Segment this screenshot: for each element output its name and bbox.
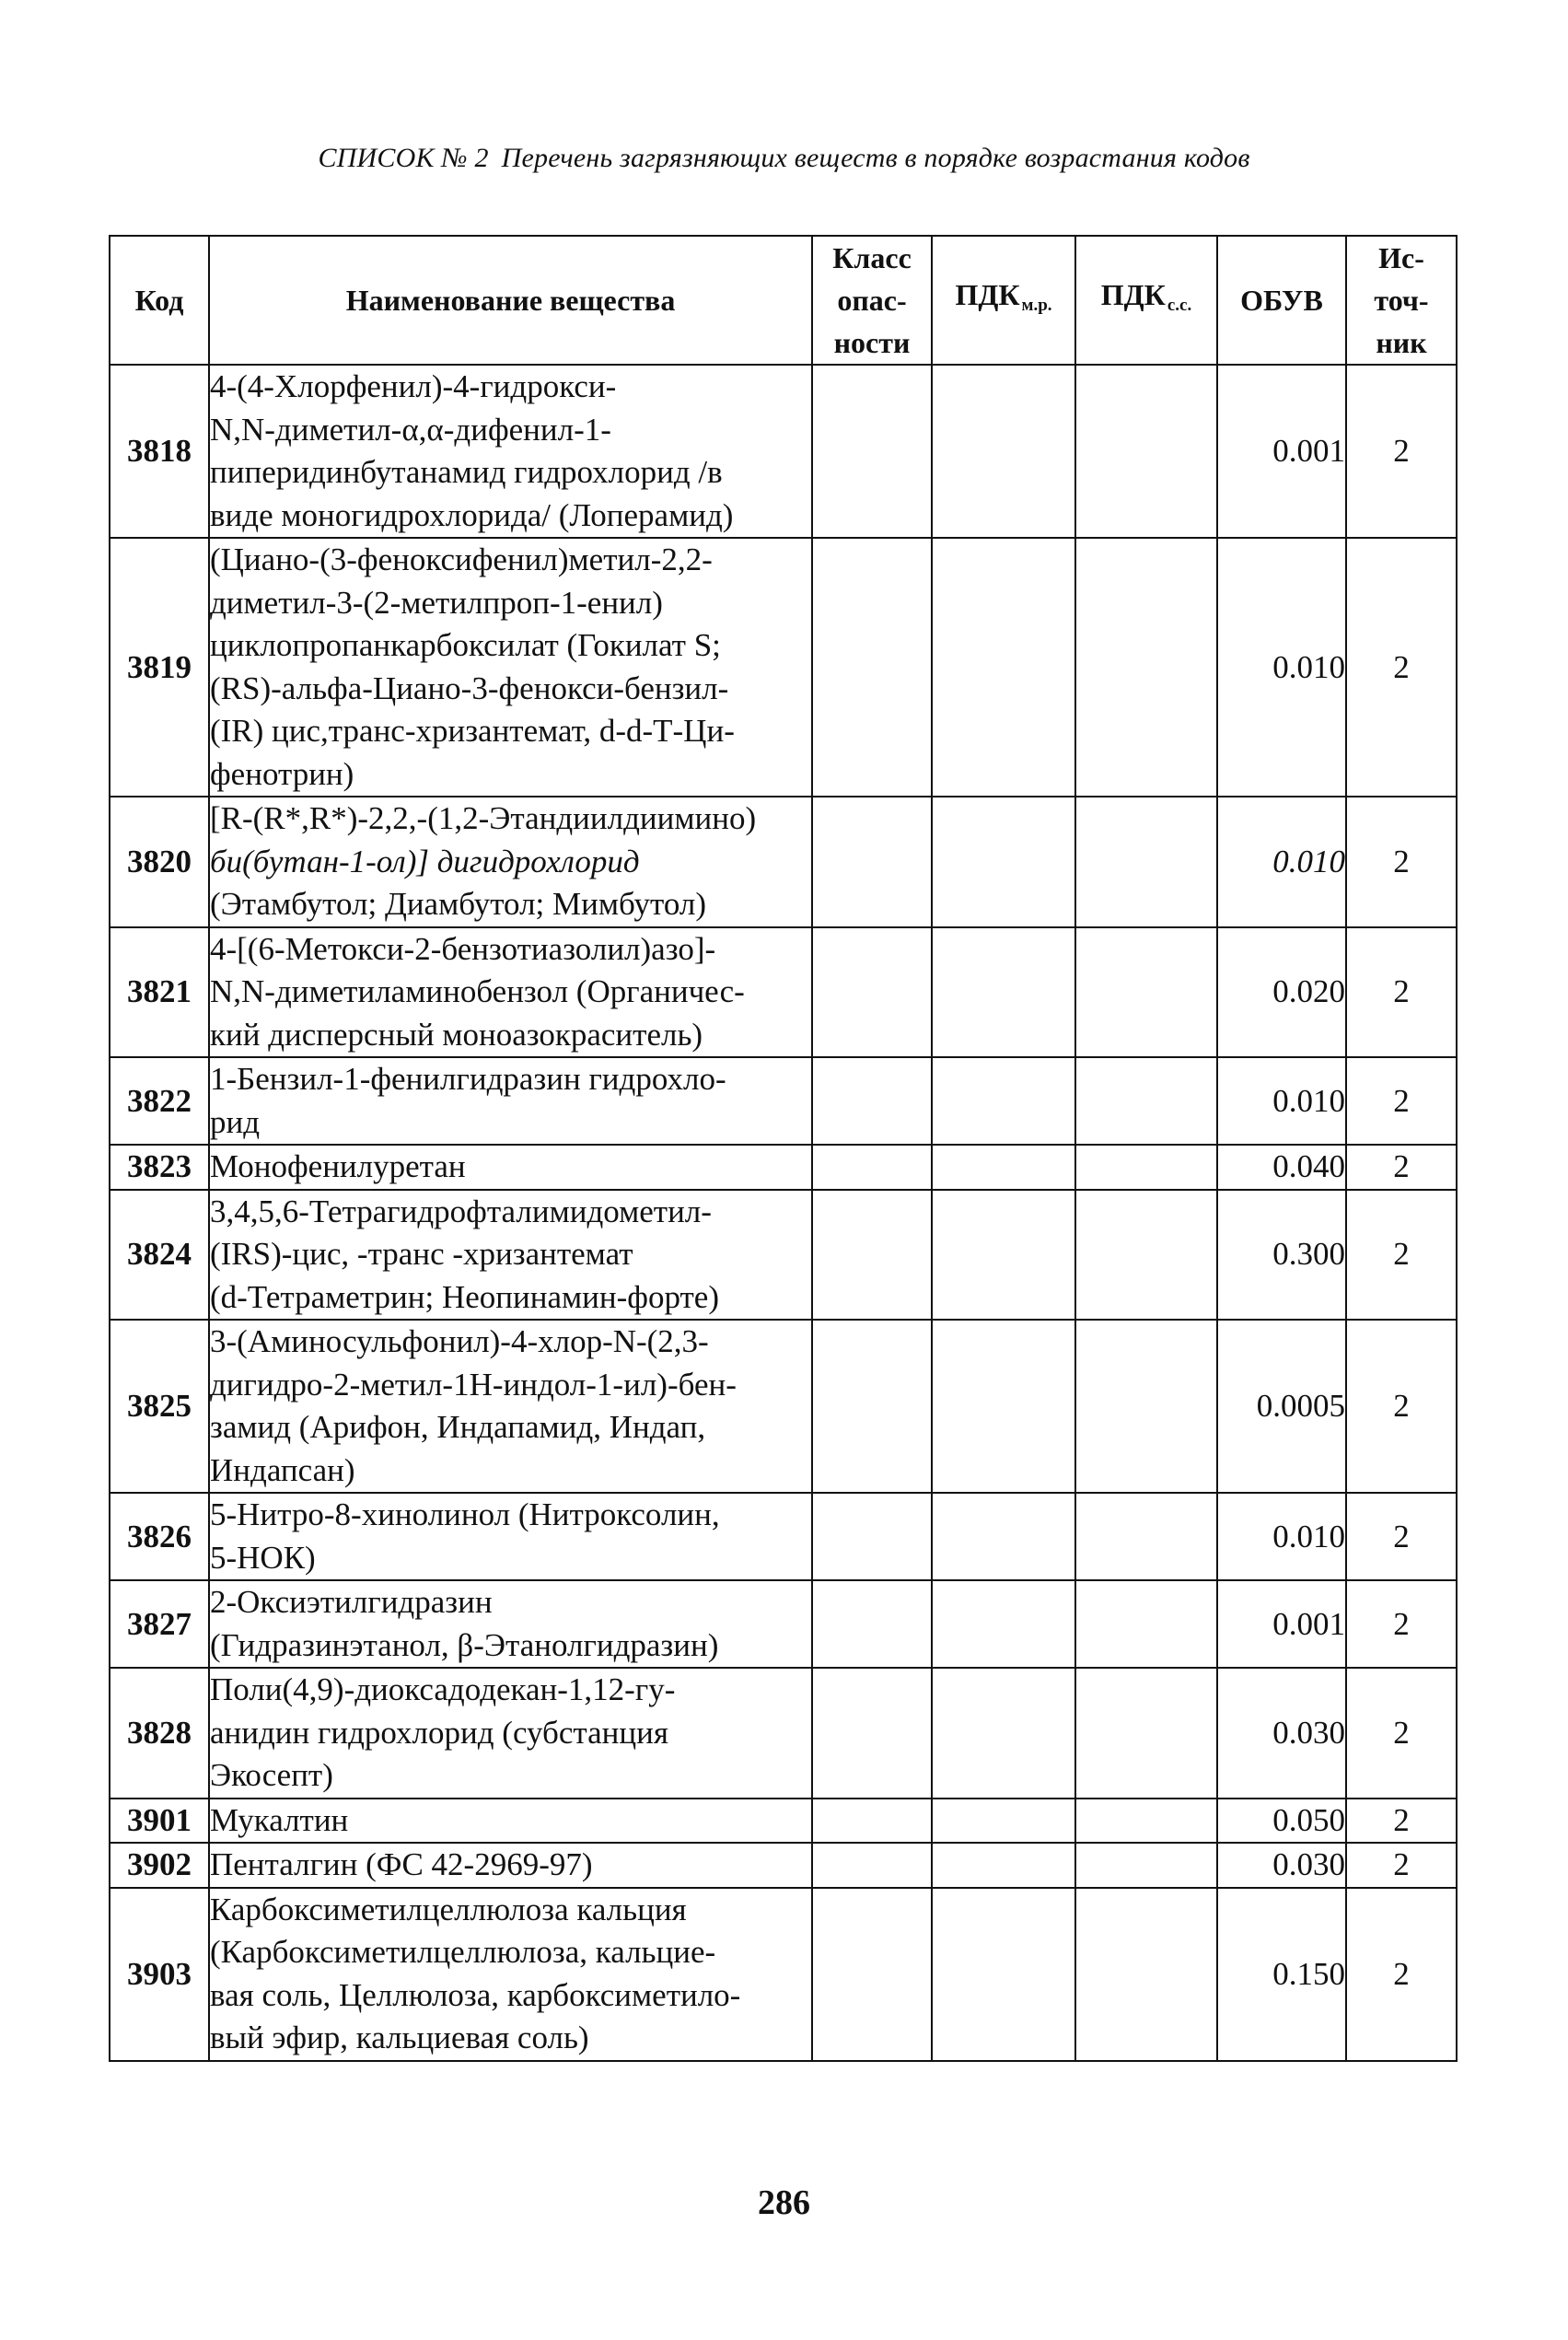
substance-code: 3822: [110, 1057, 209, 1145]
table-row: [110, 1057, 1457, 1145]
obuv-cell: 0.010: [1217, 538, 1346, 797]
pdk-mr-cell: [932, 1580, 1075, 1668]
pdk-mr-cell: [932, 365, 1075, 538]
table-row: [110, 927, 1457, 1058]
pdk-ss-cell: [1075, 1190, 1217, 1321]
substance-code: 3819: [110, 538, 209, 797]
substance-name: [209, 1799, 812, 1844]
substance-name-line: 3-(Аминосульфонил)-4-хлор-N-(2,3-: [210, 1323, 709, 1359]
source-header-line: Ис-: [1378, 241, 1424, 274]
table-row: [110, 538, 1457, 797]
hazard-class-cell: [812, 1843, 932, 1888]
column-header-pdk-mr: [932, 236, 1075, 365]
table-row: [110, 1190, 1457, 1321]
hazard-class-cell: [812, 1057, 932, 1145]
column-header-obuv: ОБУВ: [1217, 236, 1346, 365]
source-cell: 2: [1346, 1668, 1457, 1799]
substance-name-line: 2-Оксиэтилгидразин: [210, 1584, 493, 1620]
column-header-hazard-class: [812, 236, 932, 365]
table-row: [110, 797, 1457, 927]
pdk-mr-cell: [932, 1843, 1075, 1888]
obuv-cell: 0.001: [1217, 365, 1346, 538]
hazard-class-cell: [812, 1799, 932, 1844]
substance-name-line: (RS)-альфа-Циано-3-фенокси-бензил-: [210, 669, 729, 706]
substance-code: 3820: [110, 797, 209, 927]
substance-name-line: Поли(4,9)-диоксадодекан-1,12-гу-: [210, 1671, 676, 1707]
pdk-mr-cell: [932, 797, 1075, 927]
table-row: [110, 1580, 1457, 1668]
substance-name: [209, 1320, 812, 1493]
obuv-cell: 0.040: [1217, 1145, 1346, 1190]
page-number: 286: [758, 2183, 810, 2222]
source-cell: 2: [1346, 1580, 1457, 1668]
substance-name-line: Пенталгин (ФС 42-2969-97): [210, 1846, 593, 1882]
substance-name-line: анидин гидрохлорид (субстанция: [210, 1714, 668, 1751]
source-header-line: точ-: [1374, 284, 1429, 317]
hazard-class-cell: [812, 538, 932, 797]
column-header-pdk-ss: [1075, 236, 1217, 365]
substance-name-line: (Карбоксиметилцеллюлоза, кальцие-: [210, 1934, 716, 1970]
substance-code: 3825: [110, 1320, 209, 1493]
column-header-code: Код: [110, 236, 209, 365]
source-cell: 2: [1346, 1320, 1457, 1493]
source-header-line: ник: [1376, 326, 1427, 359]
obuv-cell: 0.050: [1217, 1799, 1346, 1844]
pdk-ss-cell: [1075, 927, 1217, 1058]
table-row: [110, 1799, 1457, 1844]
substance-name: [209, 1888, 812, 2061]
substance-name: [209, 797, 812, 927]
table-row: [110, 1145, 1457, 1190]
substance-name: [209, 1843, 812, 1888]
pdk-ss-cell: [1075, 1799, 1217, 1844]
obuv-cell: 0.010: [1217, 1493, 1346, 1580]
table-row: [110, 365, 1457, 538]
pdk-mr-cell: [932, 1320, 1075, 1493]
substance-name-line: фенотрин): [210, 755, 354, 792]
pdk-mr-cell: [932, 1057, 1075, 1145]
pdk-ss-subscript: с.с.: [1167, 296, 1192, 315]
table-row: [110, 1668, 1457, 1799]
table-row: [110, 1843, 1457, 1888]
substance-code: 3821: [110, 927, 209, 1058]
hazard-class-cell: [812, 1493, 932, 1580]
source-cell: 2: [1346, 1057, 1457, 1145]
hazard-class-line: ности: [833, 326, 911, 359]
substance-name-line: Мукалтин: [210, 1801, 349, 1838]
substance-name-line: (Этамбутол; Диамбутол; Мимбутол): [210, 886, 706, 922]
substance-name-line: Карбоксиметилцеллюлоза кальция: [210, 1891, 687, 1927]
substance-code: 3827: [110, 1580, 209, 1668]
obuv-cell: 0.030: [1217, 1843, 1346, 1888]
list-title: Перечень загрязняющих веществ в порядке возрастания кодов: [501, 143, 1250, 173]
obuv-cell: 0.010: [1217, 797, 1346, 927]
pdk-ss-cell: [1075, 1493, 1217, 1580]
substance-name-line: (IRS)-цис, -транс -хризантемат: [210, 1236, 633, 1272]
substance-name-line: [R-(R*,R*)-2,2,-(1,2-Этандиилдиимино): [210, 800, 757, 836]
substance-name: [209, 927, 812, 1058]
substance-code: 3826: [110, 1493, 209, 1580]
substance-code: 3903: [110, 1888, 209, 2061]
hazard-class-cell: [812, 1320, 932, 1493]
table-row: [110, 1888, 1457, 2061]
source-cell: 2: [1346, 1888, 1457, 2061]
pdk-ss-cell: [1075, 1580, 1217, 1668]
substances-table: [109, 235, 1458, 2062]
substance-name-line: (d-Тетраметрин; Неопинамин-форте): [210, 1278, 719, 1315]
substance-name-line: вый эфир, кальциевая соль): [210, 2020, 589, 2055]
substance-name-line: Экосепт): [210, 1757, 333, 1793]
substance-name-line: рид: [210, 1103, 261, 1140]
obuv-cell: 0.010: [1217, 1057, 1346, 1145]
substance-name: [209, 1190, 812, 1321]
pdk-ss-cell: [1075, 797, 1217, 927]
substance-name-line: вая соль, Целлюлоза, карбоксиметило-: [210, 1976, 741, 2013]
obuv-cell: 0.020: [1217, 927, 1346, 1058]
substance-code: 3902: [110, 1843, 209, 1888]
substance-name-line: (Циано-(3-феноксифенил)метил-2,2-: [210, 541, 713, 577]
hazard-class-cell: [812, 1888, 932, 2061]
source-cell: 2: [1346, 1493, 1457, 1580]
substance-name-line: (Гидразинэтанол, β-Этанолгидразин): [210, 1626, 719, 1663]
list-label: СПИСОК № 2: [318, 143, 489, 173]
pdk-ss-cell: [1075, 1320, 1217, 1493]
source-cell: 2: [1346, 365, 1457, 538]
substance-name-line: замид (Арифон, Индапамид, Индап,: [210, 1409, 706, 1445]
pdk-mr-main: ПДК: [955, 278, 1020, 311]
substance-name-line: циклопропанкарбоксилат (Гокилат S;: [210, 627, 721, 663]
substance-name-line: 4-(4-Хлорфенил)-4-гидрокси-: [210, 368, 617, 404]
source-cell: 2: [1346, 1145, 1457, 1190]
pdk-ss-main: ПДК: [1100, 278, 1166, 311]
substance-code: 3823: [110, 1145, 209, 1190]
table-row: [110, 1493, 1457, 1580]
pdk-mr-cell: [932, 1190, 1075, 1321]
pdk-mr-cell: [932, 1799, 1075, 1844]
column-header-source: [1346, 236, 1457, 365]
source-cell: 2: [1346, 927, 1457, 1058]
pdk-mr-cell: [932, 1668, 1075, 1799]
pdk-ss-cell: [1075, 1668, 1217, 1799]
source-cell: 2: [1346, 1843, 1457, 1888]
obuv-cell: 0.300: [1217, 1190, 1346, 1321]
substance-name-line: 5-НОК): [210, 1539, 316, 1576]
hazard-class-cell: [812, 797, 932, 927]
table-row: [110, 1320, 1457, 1493]
substance-name: [209, 538, 812, 797]
substance-name-line: (IR) цис,транс-хризантемат, d-d-Т-Ци-: [210, 713, 735, 749]
substance-name-line: 5-Нитро-8-хинолинол (Нитроксолин,: [210, 1496, 720, 1532]
substance-name-line: Монофенилуретан: [210, 1148, 466, 1184]
substance-code: 3828: [110, 1668, 209, 1799]
hazard-class-cell: [812, 365, 932, 538]
substance-name: [209, 1580, 812, 1668]
pdk-ss-cell: [1075, 365, 1217, 538]
pdk-ss-cell: [1075, 538, 1217, 797]
hazard-class-line: Класс: [832, 241, 912, 274]
obuv-cell: 0.030: [1217, 1668, 1346, 1799]
pdk-mr-subscript: м.р.: [1021, 296, 1052, 315]
pdk-mr-cell: [932, 1888, 1075, 2061]
source-cell: 2: [1346, 1190, 1457, 1321]
substance-name-line: Индапсан): [210, 1451, 355, 1488]
substance-name: [209, 1493, 812, 1580]
hazard-class-line: опас-: [837, 284, 907, 317]
pdk-mr-cell: [932, 538, 1075, 797]
obuv-cell: 0.001: [1217, 1580, 1346, 1668]
obuv-cell: 0.0005: [1217, 1320, 1346, 1493]
obuv-cell: 0.150: [1217, 1888, 1346, 2061]
table-body: [110, 365, 1457, 2061]
hazard-class-cell: [812, 1668, 932, 1799]
substance-code: 3901: [110, 1799, 209, 1844]
substance-name-line: N,N-диметиламинобензол (Органичес-: [210, 973, 745, 1009]
table-header-row: [110, 236, 1457, 365]
pdk-mr-cell: [932, 1493, 1075, 1580]
substance-name: [209, 365, 812, 538]
substance-name-line: N,N-диметил-α,α-дифенил-1-: [210, 411, 611, 448]
substance-name-line: виде моногидрохлорида/ (Лоперамид): [210, 496, 734, 533]
pdk-ss-cell: [1075, 1145, 1217, 1190]
page-header: [0, 143, 1568, 174]
substance-name: [209, 1145, 812, 1190]
pdk-ss-cell: [1075, 1843, 1217, 1888]
substance-code: 3818: [110, 365, 209, 538]
substance-name-line: 4-[(6-Метокси-2-бензотиазолил)азо]-: [210, 930, 716, 967]
column-header-name: Наименование вещества: [209, 236, 812, 365]
hazard-class-cell: [812, 1580, 932, 1668]
source-cell: 2: [1346, 797, 1457, 927]
hazard-class-cell: [812, 927, 932, 1058]
substance-name-line: диметил-3-(2-метилпроп-1-енил): [210, 584, 663, 621]
source-cell: 2: [1346, 538, 1457, 797]
substance-name-line: пиперидинбутанамид гидрохлорид /в: [210, 454, 723, 490]
source-cell: 2: [1346, 1799, 1457, 1844]
substance-name: [209, 1668, 812, 1799]
substance-name-line: би(бутан-1-ол)] дигидрохлорид: [210, 843, 640, 879]
pdk-mr-cell: [932, 927, 1075, 1058]
hazard-class-cell: [812, 1190, 932, 1321]
hazard-class-cell: [812, 1145, 932, 1190]
substance-name-line: 3,4,5,6-Тетрагидрофталимидометил-: [210, 1193, 712, 1229]
pdk-ss-cell: [1075, 1057, 1217, 1145]
pdk-ss-cell: [1075, 1888, 1217, 2061]
substance-name: [209, 1057, 812, 1145]
substance-name-line: 1-Бензил-1-фенилгидразин гидрохло-: [210, 1061, 726, 1097]
substance-name-line: кий дисперсный моноазокраситель): [210, 1016, 703, 1053]
substance-name-line: дигидро-2-метил-1Н-индол-1-ил)-бен-: [210, 1366, 737, 1403]
substance-code: 3824: [110, 1190, 209, 1321]
pdk-mr-cell: [932, 1145, 1075, 1190]
